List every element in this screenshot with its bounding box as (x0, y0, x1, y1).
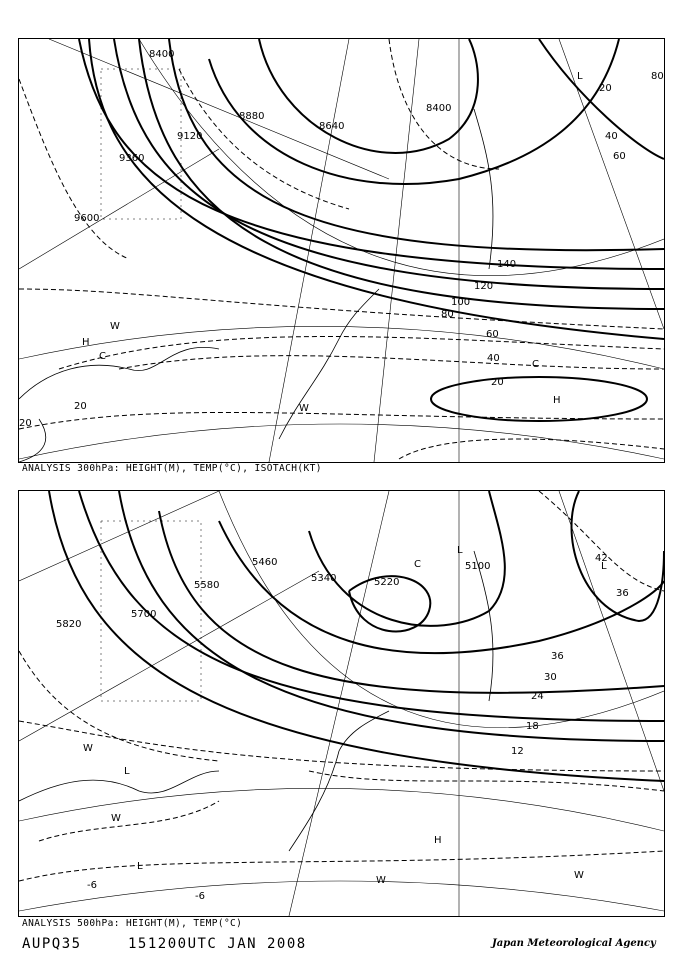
height-label: 5820 (56, 619, 82, 630)
high-pressure-center: H (553, 395, 561, 406)
height-label: 8400 (426, 103, 452, 114)
isotach-label: 120 (474, 281, 494, 292)
isotach-label: 60 (613, 151, 626, 162)
height-label: 8880 (239, 111, 265, 122)
isotach-label: 80 (441, 309, 454, 320)
agency-name: Japan Meteorological Agency (492, 938, 656, 949)
height-label: 8400 (149, 49, 175, 60)
height-label: 5580 (194, 580, 220, 591)
temperature-label: -6 (87, 880, 97, 891)
valid-time: 151200UTC JAN 2008 (128, 936, 307, 952)
cold-center: C (532, 359, 539, 370)
isotach-contours (19, 39, 664, 459)
chart-500hpa-panel (18, 490, 665, 917)
isotach-label: 20 (599, 83, 612, 94)
temperature-label: 42 (595, 553, 608, 564)
chart-500hpa-map (19, 491, 664, 916)
isotach-label: 60 (486, 329, 499, 340)
cold-center: C (99, 351, 106, 362)
temperature-label: 36 (551, 651, 564, 662)
cold-center: C (414, 559, 421, 570)
chart-300hpa-panel (18, 38, 665, 463)
height-label: 5100 (465, 561, 491, 572)
jet-core-contour (431, 377, 647, 421)
height-contours (79, 39, 664, 339)
chart-300hpa-caption: ANALYSIS 300hPa: HEIGHT(M), TEMP(°C), ISOTACH(KT) (22, 463, 322, 474)
low-pressure-center: L (457, 545, 463, 556)
chart-id: AUPQ35 (22, 936, 82, 952)
isotach-label: 140 (497, 259, 517, 270)
temperature-label: 12 (511, 746, 524, 757)
temperature-label: 30 (544, 672, 557, 683)
isotach-label: 20 (491, 377, 504, 388)
warm-center: W (110, 321, 120, 332)
warm-center: W (111, 813, 121, 824)
warm-center: W (376, 875, 386, 886)
chart-300hpa-map (19, 39, 664, 462)
warm-center: W (299, 403, 309, 414)
isotach-label: 80 (651, 71, 664, 82)
isotach-label: 40 (487, 353, 500, 364)
height-label: 8640 (319, 121, 345, 132)
high-pressure-center: H (82, 337, 90, 348)
low-pressure-center: L (124, 766, 130, 777)
height-label: 9360 (119, 153, 145, 164)
warm-center: W (83, 743, 93, 754)
low-pressure-center: L (137, 861, 143, 872)
isotach-label: 40 (605, 131, 618, 142)
warm-center: W (574, 870, 584, 881)
low-pressure-center: L (601, 561, 607, 572)
height-label: 5700 (131, 609, 157, 620)
isotach-label: 20 (19, 418, 32, 429)
high-pressure-center: H (434, 835, 442, 846)
temperature-label: 18 (526, 721, 539, 732)
temperature-label: -6 (195, 891, 205, 902)
chart-500hpa-caption: ANALYSIS 500hPa: HEIGHT(M), TEMP(°C) (22, 918, 243, 929)
height-label: 9120 (177, 131, 203, 142)
temperature-label: 24 (531, 691, 544, 702)
height-label: 5460 (252, 557, 278, 568)
height-label: 5340 (311, 573, 337, 584)
coastline (19, 109, 493, 462)
low-pressure-center: L (577, 71, 583, 82)
isotach-label: 20 (74, 401, 87, 412)
height-label: 9600 (74, 213, 100, 224)
isotach-label: 100 (451, 297, 471, 308)
height-label: 5220 (374, 577, 400, 588)
height-contours (49, 491, 664, 781)
graticule (19, 491, 664, 916)
temperature-label: 36 (616, 588, 629, 599)
